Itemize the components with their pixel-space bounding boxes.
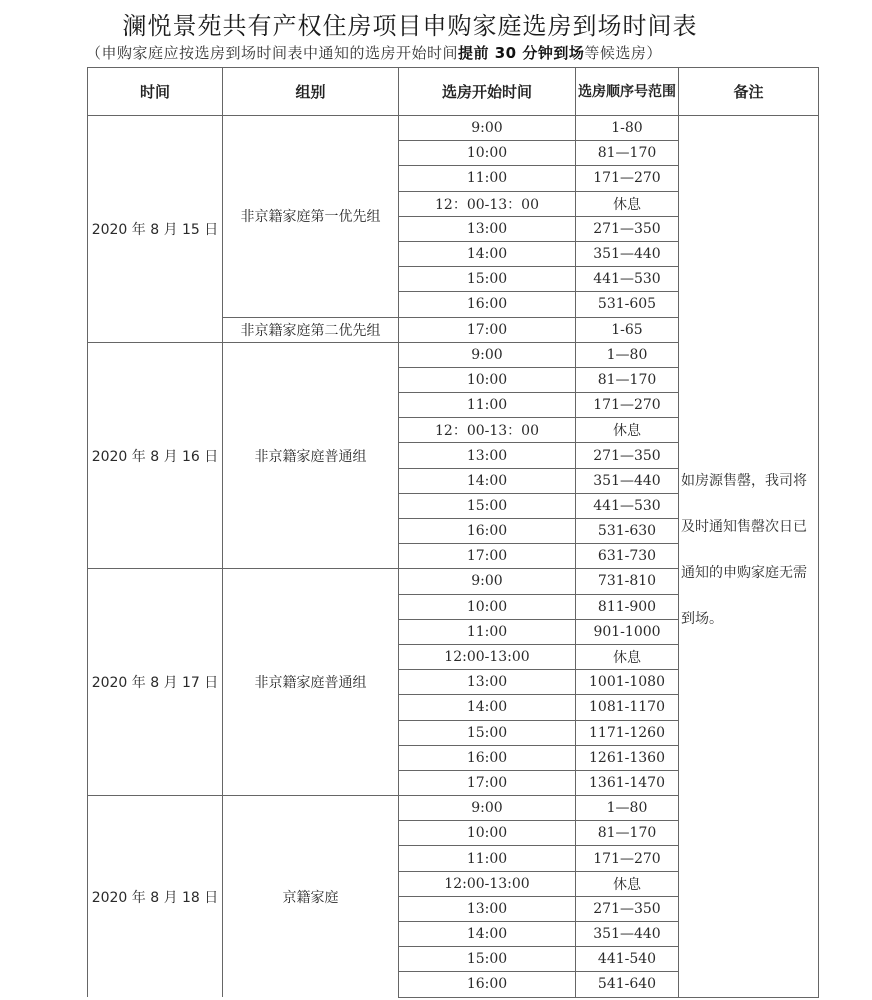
order-range-cell: 休息 [576, 871, 679, 896]
start-time-cell: 16:00 [399, 292, 576, 317]
order-range-cell: 1-80 [576, 116, 679, 141]
order-range-cell: 351—440 [576, 922, 679, 947]
group-cell: 非京籍家庭第二优先组 [223, 317, 399, 342]
order-range-cell: 441—530 [576, 493, 679, 518]
order-range-cell: 271—350 [576, 896, 679, 921]
start-time-cell: 14:00 [399, 922, 576, 947]
header-start-time: 选房开始时间 [399, 68, 576, 116]
start-time-cell: 9:00 [399, 342, 576, 367]
order-range-cell: 631-730 [576, 544, 679, 569]
start-time-cell: 9:00 [399, 796, 576, 821]
order-range-cell: 541-640 [576, 972, 679, 997]
order-range-cell: 1—80 [576, 342, 679, 367]
start-time-cell: 15:00 [399, 720, 576, 745]
title-text: 澜悦景苑共有产权住房项目申购家庭选房到场时间表 [122, 12, 698, 40]
order-range-cell: 351—440 [576, 468, 679, 493]
table-header-row [88, 68, 819, 116]
start-time-cell: 13:00 [399, 670, 576, 695]
schedule-table-body [88, 116, 819, 998]
order-range-cell: 1081-1170 [576, 695, 679, 720]
order-range-cell: 81—170 [576, 367, 679, 392]
remark-cell: 如房源售罄，我司将及时通知售罄次日已通知的申购家庭无需到场。 [679, 116, 819, 998]
page-subtitle [86, 42, 796, 63]
start-time-cell: 17:00 [399, 317, 576, 342]
order-range-cell: 811-900 [576, 594, 679, 619]
order-range-cell: 1001-1080 [576, 670, 679, 695]
start-time-cell: 10:00 [399, 594, 576, 619]
start-time-cell: 11:00 [399, 619, 576, 644]
group-cell: 非京籍家庭第一优先组 [223, 116, 399, 318]
order-range-cell: 271—350 [576, 443, 679, 468]
table-row [88, 116, 819, 141]
order-range-cell: 271—350 [576, 216, 679, 241]
start-time-cell: 15:00 [399, 947, 576, 972]
start-time-cell: 10:00 [399, 821, 576, 846]
order-range-cell: 休息 [576, 191, 679, 216]
start-time-cell: 13:00 [399, 443, 576, 468]
order-range-cell: 1171-1260 [576, 720, 679, 745]
start-time-cell: 9:00 [399, 116, 576, 141]
start-time-cell: 16:00 [399, 519, 576, 544]
group-cell: 非京籍家庭普通组 [223, 569, 399, 796]
page-title [0, 6, 872, 41]
order-range-cell: 351—440 [576, 241, 679, 266]
date-cell: 2020 年 8 月 17 日 [88, 569, 223, 796]
start-time-cell: 10:00 [399, 141, 576, 166]
start-time-cell: 10:00 [399, 367, 576, 392]
start-time-cell: 12:00-13:00 [399, 644, 576, 669]
date-cell: 2020 年 8 月 15 日 [88, 116, 223, 343]
order-range-cell: 441-540 [576, 947, 679, 972]
start-time-cell: 11:00 [399, 393, 576, 418]
start-time-cell: 14:00 [399, 468, 576, 493]
order-range-cell: 901-1000 [576, 619, 679, 644]
subtitle-prefix: （申购家庭应按选房到场时间表中通知的选房开始时间 [86, 44, 459, 62]
order-range-cell: 休息 [576, 644, 679, 669]
order-range-cell: 1261-1360 [576, 745, 679, 770]
schedule-table [87, 67, 819, 998]
start-time-cell: 12:00-13:00 [399, 871, 576, 896]
header-group: 组别 [223, 68, 399, 116]
start-time-cell: 11:00 [399, 166, 576, 191]
order-range-cell: 531-630 [576, 519, 679, 544]
start-time-cell: 9:00 [399, 569, 576, 594]
order-range-cell: 休息 [576, 418, 679, 443]
start-time-cell: 16:00 [399, 745, 576, 770]
start-time-cell: 13:00 [399, 216, 576, 241]
order-range-cell: 531-605 [576, 292, 679, 317]
date-cell: 2020 年 8 月 16 日 [88, 342, 223, 569]
date-cell: 2020 年 8 月 18 日 [88, 796, 223, 998]
order-range-cell: 731-810 [576, 569, 679, 594]
order-range-cell: 81—170 [576, 141, 679, 166]
header-order-range: 选房顺序号范围 [576, 68, 679, 116]
group-cell: 京籍家庭 [223, 796, 399, 998]
start-time-cell: 13:00 [399, 896, 576, 921]
order-range-cell: 441—530 [576, 267, 679, 292]
subtitle-suffix: 等候选房） [584, 44, 662, 62]
header-time: 时间 [88, 68, 223, 116]
header-remark: 备注 [679, 68, 819, 116]
start-time-cell: 15:00 [399, 493, 576, 518]
schedule-table-wrapper [87, 67, 818, 1000]
order-range-cell: 171—270 [576, 166, 679, 191]
subtitle-emphasis: 提前 30 分钟到场 [458, 44, 585, 62]
group-cell: 非京籍家庭普通组 [223, 342, 399, 569]
start-time-cell: 14:00 [399, 695, 576, 720]
order-range-cell: 171—270 [576, 393, 679, 418]
start-time-cell: 17:00 [399, 544, 576, 569]
order-range-cell: 171—270 [576, 846, 679, 871]
order-range-cell: 81—170 [576, 821, 679, 846]
start-time-cell: 11:00 [399, 846, 576, 871]
start-time-cell: 17:00 [399, 770, 576, 795]
start-time-cell: 12：00-13：00 [399, 418, 576, 443]
start-time-cell: 15:00 [399, 267, 576, 292]
order-range-cell: 1-65 [576, 317, 679, 342]
start-time-cell: 12：00-13：00 [399, 191, 576, 216]
start-time-cell: 14:00 [399, 241, 576, 266]
start-time-cell: 16:00 [399, 972, 576, 997]
order-range-cell: 1—80 [576, 796, 679, 821]
order-range-cell: 1361-1470 [576, 770, 679, 795]
